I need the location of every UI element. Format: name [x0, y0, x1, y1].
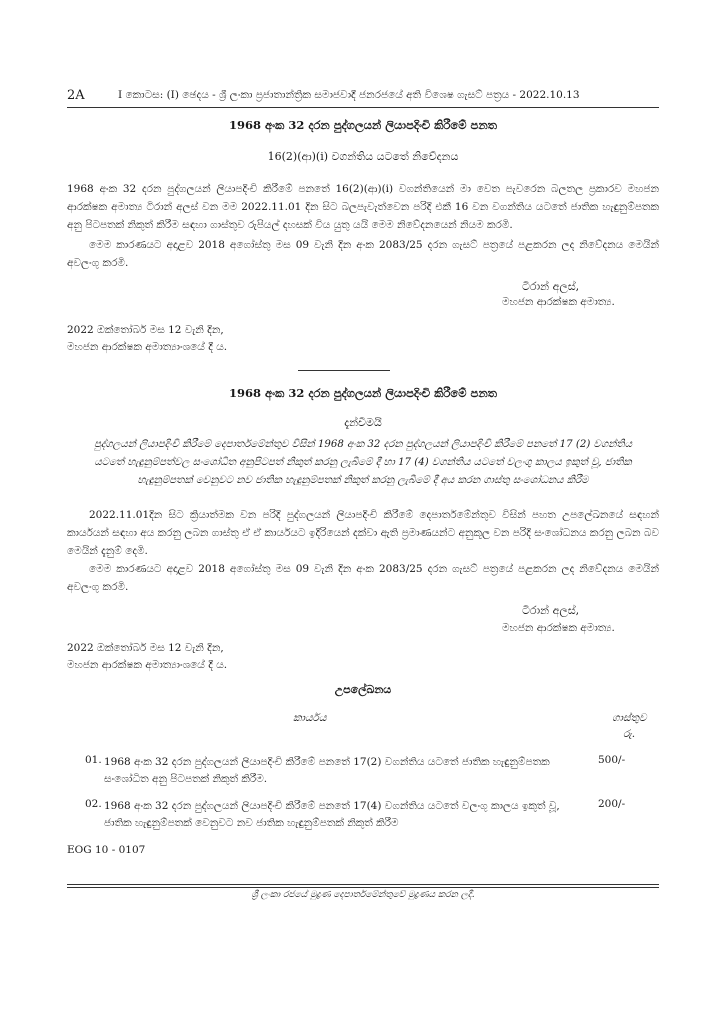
- notice1-revocation: මෙම කාරණයට අදාළව 2018 අගෝස්තු මස 09 වැනි දින අංක 2083/25 දරන ගැසට් පත්‍රයේ පළකරන ලද නිවේදනය මෙයින් අවලංගු කරමි.: [67, 239, 659, 269]
- section-separator: [298, 370, 390, 371]
- schedule-row-2-line-2: ජාතික හැඳුනුම්පතක් වෙනුවට නව ජාතික හැඳුනුම්පතක් නිකුත් කිරීම: [104, 817, 399, 829]
- notice1-place: මහජන ආරක්ෂක අමාත්‍යාංශයේ දී ය.: [67, 341, 228, 353]
- notice1-body: 1968 අංක 32 දරන පුද්ගලයන් ලියාපදිංචි කිරීමේ පනතේ 16(2)(ආ)(i) වගන්තියෙන් මා වෙත පැවරෙන බලතල ප්‍රකාරව මහජන ආරක්ෂක අමාත්‍ය ටිරාන් අලස් වන මම 2022.11.01 දින සිට බලපැවැත්වෙන පරිදි එකී 16 වන වගන්තිය යටතේ ජාතික හැඳුනුම්පතක අනු පිටපතක් නිකුත් කිරීම සඳහා ගාස්තුව රුපියල් දහසක් විය යුතු යයි මෙම නිවේදනයෙන් නියම කරමි.: [67, 183, 659, 231]
- notice1-signer-title: මහජන ආරක්ෂක අමාත්‍ය.: [502, 296, 615, 308]
- header-rule: [67, 107, 659, 108]
- notice2-signer-title: මහජන ආරක්ෂක අමාත්‍ය.: [502, 622, 615, 634]
- notice2-italic-line-1: පුද්ගලයන් ලියාපදිංචි කිරීමේ දෙපාර්තමේන්තුව විසින් 1968 අංක 32 දරන පුද්ගලයන් ලියාපදිංචි කිරීමේ පනතේ 17 (2) වගන්තිය: [93, 439, 633, 450]
- schedule-header-fee: ගාස්තුව: [612, 712, 647, 724]
- schedule-row-1-line-2: සංශෝධිත අනු පිටපතක් නිකුත් කිරීම.: [104, 773, 268, 785]
- notice2-italic-line-3: හැඳුනුම්පතක් වෙනුවට නව ජාතික හැඳුනුම්පතක් නිකුත් කරනු ලැබීමේ දී අය කරන ගාස්තු සංශෝධනය කිරීම: [137, 475, 589, 486]
- footer-rule-bottom: [67, 887, 659, 888]
- notice1-signer-name: ටිරාන් අලස්,: [522, 280, 580, 293]
- notice2-body: 2022.11.01දින සිට ක්‍රියාත්මක වන පරිදි පුද්ගලයන් ලියාපදිංචි කිරීමේ දෙපාර්තමේන්තුව විසින් පහත උපලේඛනයේ සඳහන් කාර්යයන් සඳහා අය කරනු ලබන ගාස්තු ඒ ඒ කාර්යයට ඉදිරියෙන් දක්වා ඇති ප්‍රමාණයන්ට අනුකූල වන පරිදි සංශෝධනය කරනු ලබන බව මෙයින් දැනුම් දෙමි.: [67, 509, 659, 557]
- schedule-row-1-fee: 500/-: [598, 754, 626, 766]
- notice2-place: මහජන ආරක්ෂක අමාත්‍යාංශයේ දී ය.: [67, 659, 228, 671]
- document-code: EOG 10 - 0107: [67, 844, 146, 856]
- page-number: 2A: [67, 88, 85, 103]
- notice2-revocation: මෙම කාරණයට අදාළව 2018 අගෝස්තු මස 09 වැනි දින අංක 2083/25 දරන ගැසට් පත්‍රයේ පළකරන ලද නිවේදනය මෙයින් අවලංගු කරමි.: [67, 563, 659, 593]
- notice1-title: 1968 අංක 32 දරන පුද්ගලයන් ලියාපදිංචි කිරීමේ පනත: [228, 118, 497, 132]
- printer-imprint: ශ්‍රී ලංකා රජයේ මුද්‍රණ දෙපාර්තමේන්තුවේ මුද්‍රණය කරන ලදී.: [251, 890, 475, 900]
- schedule-title: උපලේඛනය: [334, 683, 392, 696]
- notice1-date: 2022 ඔක්තෝබර් මස 12 වැනි දින,: [67, 324, 224, 336]
- notice2-subtitle: දැන්වීමයි: [344, 416, 382, 429]
- running-header: I කොටස: (I) ඡෙදය - ශ්‍රී ලංකා ප්‍රජාතාන්ත්‍රික සමාජවාදී ජනරජයේ අති විශෙෂ ගැසට් පත්‍රය - 2022.10.13: [118, 89, 580, 101]
- schedule-row-2-line-1: 1968 අංක 32 දරන පුද්ගලයන් ලියාපදිංචි කිරීමේ පනතේ 17(4) වගන්තිය යටතේ වලංගු කාලය ඉකුත් වූ,: [104, 800, 560, 812]
- notice2-italic-line-2: යටතේ හැඳුනුම්පත්වල සංශෝධිත අනුපිටපත් නිකුත් කරනු ලැබීමේ දී හා 17 (4) වගන්තිය යටතේ වලංගු කාලය ඉකුත් වූ, ජාතික: [94, 457, 632, 468]
- schedule-row-1-number: 01.: [85, 754, 102, 766]
- schedule-header-task: කාර්යය: [293, 712, 327, 724]
- schedule-header-fee-unit: රු.: [623, 728, 636, 740]
- schedule-row-2-fee: 200/-: [598, 798, 626, 810]
- notice2-signer-name: ටිරාන් අලස්,: [522, 604, 580, 617]
- schedule-row-2-number: 02.: [85, 798, 102, 810]
- notice2-title: 1968 අංක 32 දරන පුද්ගලයන් ලියාපදිංචි කිරීමේ පනත: [228, 386, 497, 400]
- notice1-subtitle: 16(2)(ආ)(i) වගන්තිය යටතේ නිවේදනය: [267, 150, 459, 163]
- schedule-row-1-line-1: 1968 අංක 32 දරන පුද්ගලයන් ලියාපදිංචි කිරීමේ පනතේ 17(2) වගන්තිය යටතේ ජාතික හැඳුනුම්පතක: [104, 756, 550, 768]
- notice2-date: 2022 ඔක්තෝබර් මස 12 වැනි දින,: [67, 642, 224, 654]
- footer-rule-top: [67, 884, 659, 885]
